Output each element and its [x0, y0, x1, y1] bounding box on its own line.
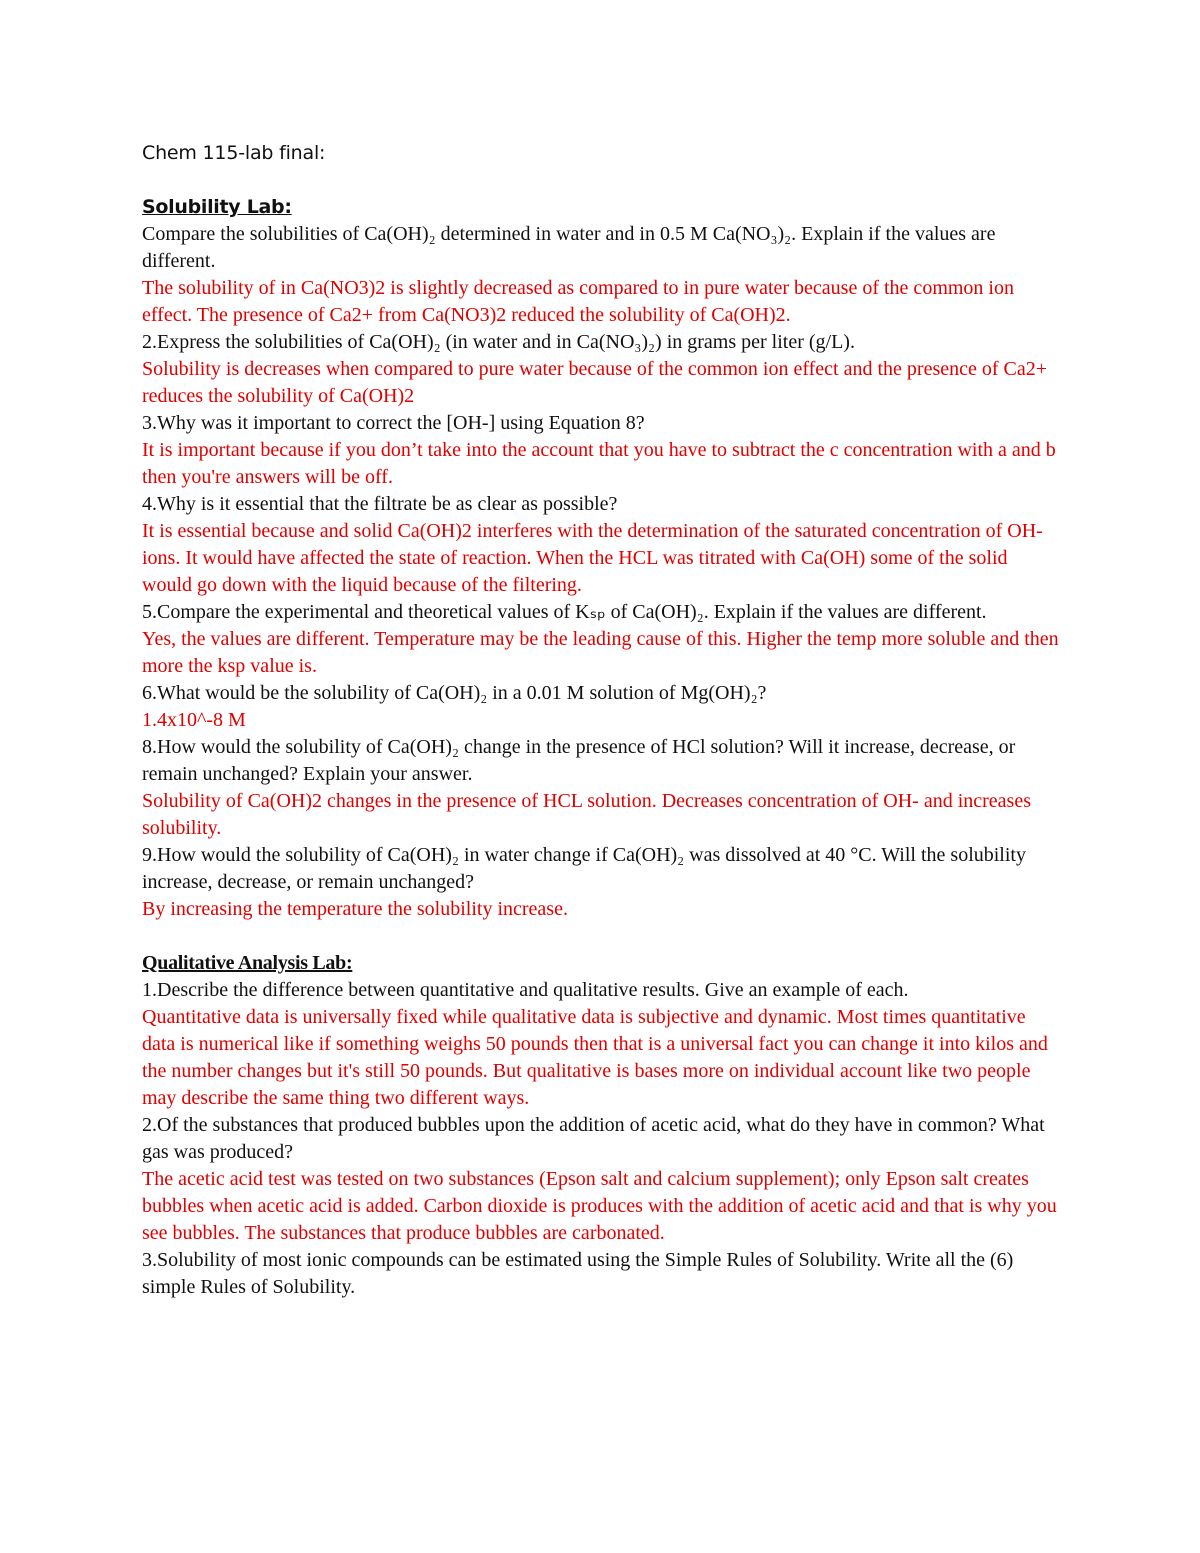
question-text: 2.Of the substances that produced bubbles upon the addition of acetic acid, what do they have in common? What gas was produced? [142, 1114, 1045, 1163]
question-text: 9.How would the solubility of Ca(OH)₂ in water change if Ca(OH)₂ was dissolved at 40 °C. Will the solubility increase, decrease, or remain unchanged? [142, 844, 1026, 893]
solubility-lab-items [142, 221, 1062, 923]
answer-text: Solubility of Ca(OH)2 changes in the presence of HCL solution. Decreases concentration of OH- and increases solubility. [142, 790, 1031, 839]
answer-text: It is essential because and solid Ca(OH)2 interferes with the determination of the saturated concentration of OH- ions. It would have affected the state of reaction. When the HCL was titrated with Ca(OH) some of the solid would go down with the liquid because of the filtering. [142, 520, 1043, 596]
section-spacer [142, 923, 1062, 950]
question-text: Compare the solubilities of Ca(OH)₂ determined in water and in 0.5 M Ca(NO₃)₂. Explain if the values are different. [142, 223, 996, 272]
solubility-lab-section [142, 194, 1062, 923]
question-text: 8.How would the solubility of Ca(OH)₂ change in the presence of HCl solution? Will it increase, decrease, or remain unchanged? Explain your answer. [142, 736, 1016, 785]
question-text: 6.What would be the solubility of Ca(OH)₂ in a 0.01 M solution of Mg(OH)₂? [142, 682, 767, 704]
section-heading-solubility-lab: Solubility Lab: [142, 196, 292, 218]
answer-text: By increasing the temperature the solubility increase. [142, 898, 568, 920]
answer-text: It is important because if you don’t take into the account that you have to subtract the c concentration with a and b then you're answers will be off. [142, 439, 1056, 488]
question-text: 3.Why was it important to correct the [OH-] using Equation 8? [142, 412, 645, 434]
section-heading-qualitative-analysis-lab: Qualitative Analysis Lab: [142, 952, 353, 974]
question-text: 4.Why is it essential that the filtrate be as clear as possible? [142, 493, 618, 515]
answer-text: The solubility of in Ca(NO3)2 is slightly decreased as compared to in pure water because of the common ion effect. The presence of Ca2+ from Ca(NO3)2 reduced the solubility of Ca(OH)2. [142, 277, 1014, 326]
question-text: 3.Solubility of most ionic compounds can be estimated using the Simple Rules of Solubility. Write all the (6) simple Rules of Solubility. [142, 1249, 1014, 1298]
answer-text: Solubility is decreases when compared to pure water because of the common ion effect and the presence of Ca2+ reduces the solubility of Ca(OH)2 [142, 358, 1048, 407]
question-text: 1.Describe the difference between quantitative and qualitative results. Give an example of each. [142, 979, 909, 1001]
qualitative-lab-section [142, 950, 1062, 1301]
qualitative-lab-items [142, 977, 1062, 1301]
answer-text: 1.4x10^-8 M [142, 709, 246, 731]
page-title: Chem 115-lab final: [142, 142, 326, 164]
question-text: 2.Express the solubilities of Ca(OH)₂ (in water and in Ca(NO₃)₂) in grams per liter (g/L). [142, 331, 855, 353]
question-text: 5.Compare the experimental and theoretical values of Kₛₚ of Ca(OH)₂. Explain if the values are different. [142, 601, 987, 623]
document-page [142, 140, 1062, 1301]
answer-text: Quantitative data is universally fixed while qualitative data is subjective and dynamic. Most times quantitative data is numerical like if something weighs 50 pounds then that is a universal fact you can change it into kilos and the number changes but it's still 50 pounds. But qualitative is bases more on individual account like two people may describe the same thing two different ways. [142, 1006, 1048, 1109]
answer-text: The acetic acid test was tested on two substances (Epson salt and calcium supplement); only Epson salt creates bubbles when acetic acid is added. Carbon dioxide is produces with the addition of acetic acid and that is why you see bubbles. The substances that produce bubbles are carbonated. [142, 1168, 1057, 1244]
answer-text: Yes, the values are different. Temperature may be the leading cause of this. Higher the temp more soluble and then more the ksp value is. [142, 628, 1059, 677]
